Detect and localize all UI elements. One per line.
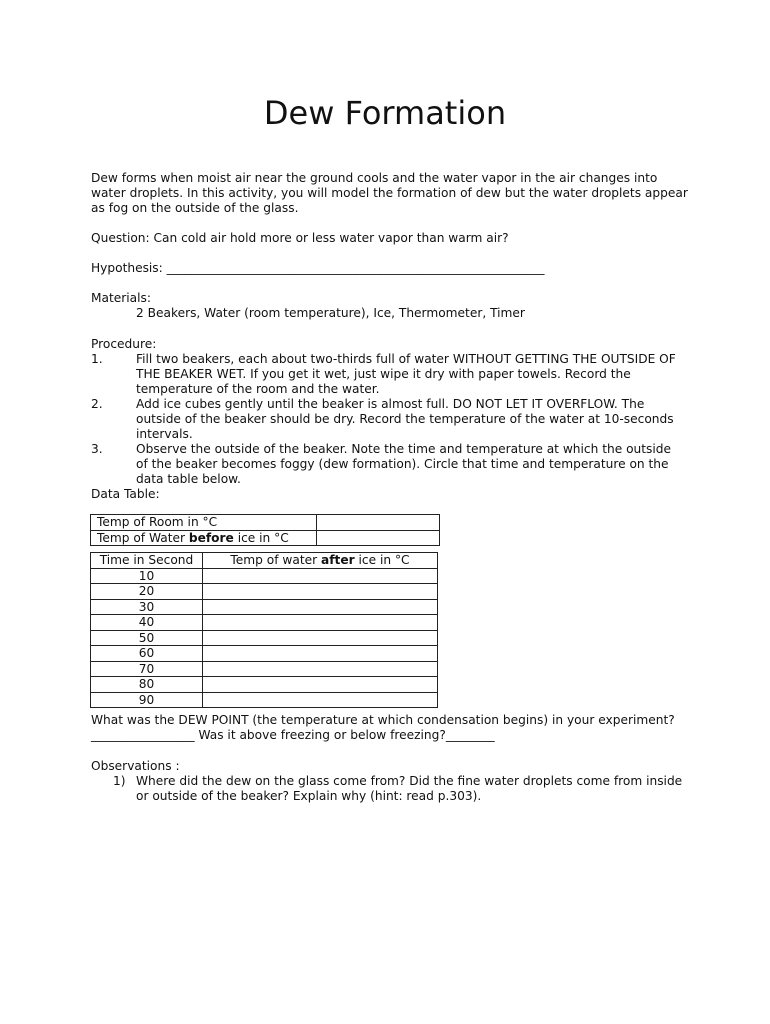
time-temperature-table [90, 552, 438, 708]
water-temp-label [91, 530, 317, 546]
hypothesis-section [91, 261, 691, 276]
table-row [91, 530, 440, 546]
time-cell: 30 [91, 599, 203, 615]
temp-entry-cell[interactable] [203, 646, 438, 662]
procedure-step [91, 352, 681, 397]
procedure-step [91, 397, 681, 442]
table-row [91, 568, 438, 584]
time-cell: 50 [91, 630, 203, 646]
temp-entry-cell[interactable] [203, 615, 438, 631]
temp-entry-cell[interactable] [203, 584, 438, 600]
table-row [91, 677, 438, 693]
intro-text: Dew forms when moist air near the ground cools and the water vapor in the air changes into water droplets. In this activity, you will model the formation of dew but the water droplets appear as fog on the outside of the glass. [91, 171, 688, 215]
observations-section [91, 759, 691, 804]
step-text: Observe the outside of the beaker. Note the time and temperature at which the outside of the beaker becomes foggy (dew formation). Circle that time and temperature on the data table below. [136, 442, 672, 486]
time-cell: 70 [91, 661, 203, 677]
label-emphasis: before [188, 530, 234, 545]
step-text: Add ice cubes gently until the beaker is almost full. DO NOT LET IT OVERFLOW. The outside of the beaker should be dry. Record the temperature of the water at 10-seconds intervals. [136, 397, 674, 441]
time-cell: 60 [91, 646, 203, 662]
temp-entry-cell[interactable] [203, 599, 438, 615]
table-row [91, 584, 438, 600]
initial-temperature-table [90, 514, 440, 546]
dew-point-question: What was the DEW POINT (the temperature at which condensation begins) in your experiment?_________________ Was it above freezing or below freezing?________ [91, 713, 675, 742]
label-text: ice in °C [233, 530, 289, 545]
table-header-row [91, 553, 438, 569]
label-text: Temp of Water [97, 530, 189, 545]
observation-item [91, 774, 691, 804]
procedure-section [91, 337, 691, 502]
dew-point-section [91, 713, 691, 743]
table-row [91, 661, 438, 677]
label-text: ice in °C [354, 553, 410, 567]
time-cell: 80 [91, 677, 203, 693]
time-cell: 20 [91, 584, 203, 600]
hypothesis-line: Hypothesis: ______________________________________________________________ [91, 261, 545, 275]
room-temp-label: Temp of Room in °C [91, 515, 317, 531]
question-text: Question: Can cold air hold more or less water vapor than warm air? [91, 231, 509, 245]
observation-number: 1) [113, 774, 126, 788]
temp-entry-cell[interactable] [203, 568, 438, 584]
procedure-heading: Procedure: [91, 337, 157, 351]
table-row [91, 615, 438, 631]
after-temp-column-header [203, 553, 438, 569]
temp-entry-cell[interactable] [203, 661, 438, 677]
table-row [91, 692, 438, 708]
procedure-step [91, 442, 681, 487]
temp-entry-cell[interactable] [203, 677, 438, 693]
time-cell: 40 [91, 615, 203, 631]
materials-list: 2 Beakers, Water (room temperature), Ice, Thermometer, Timer [136, 306, 525, 320]
time-cell: 90 [91, 692, 203, 708]
intro-paragraph [91, 171, 691, 216]
step-number: 1. [91, 352, 103, 366]
table-row [91, 515, 440, 531]
observation-text: Where did the dew on the glass come from? Did the fine water droplets come from inside or outside of the beaker? Explain why (hint: read p.303). [136, 774, 683, 803]
step-number: 2. [91, 397, 103, 411]
table-row [91, 630, 438, 646]
question-section [91, 231, 691, 246]
temp-entry-cell[interactable] [203, 630, 438, 646]
time-cell: 10 [91, 568, 203, 584]
label-emphasis: after [321, 553, 355, 567]
page-title: Dew Formation [263, 94, 507, 132]
materials-heading: Materials: [91, 291, 151, 305]
water-temp-cell[interactable] [317, 530, 440, 546]
table-row [91, 599, 438, 615]
observations-heading: Observations : [91, 759, 180, 773]
label-text: Temp of water [230, 553, 321, 567]
step-text: Fill two beakers, each about two-thirds full of water WITHOUT GETTING THE OUTSIDE OF THE BEAKER WET. If you get it wet, just wipe it dry with paper towels. Record the temperature of the room and the water. [136, 352, 676, 396]
time-column-header: Time in Second [91, 553, 203, 569]
table-row [91, 646, 438, 662]
step-number: 3. [91, 442, 103, 456]
room-temp-cell[interactable] [317, 515, 440, 531]
temp-entry-cell[interactable] [203, 692, 438, 708]
materials-section [91, 291, 691, 321]
data-table-heading: Data Table: [91, 487, 160, 501]
